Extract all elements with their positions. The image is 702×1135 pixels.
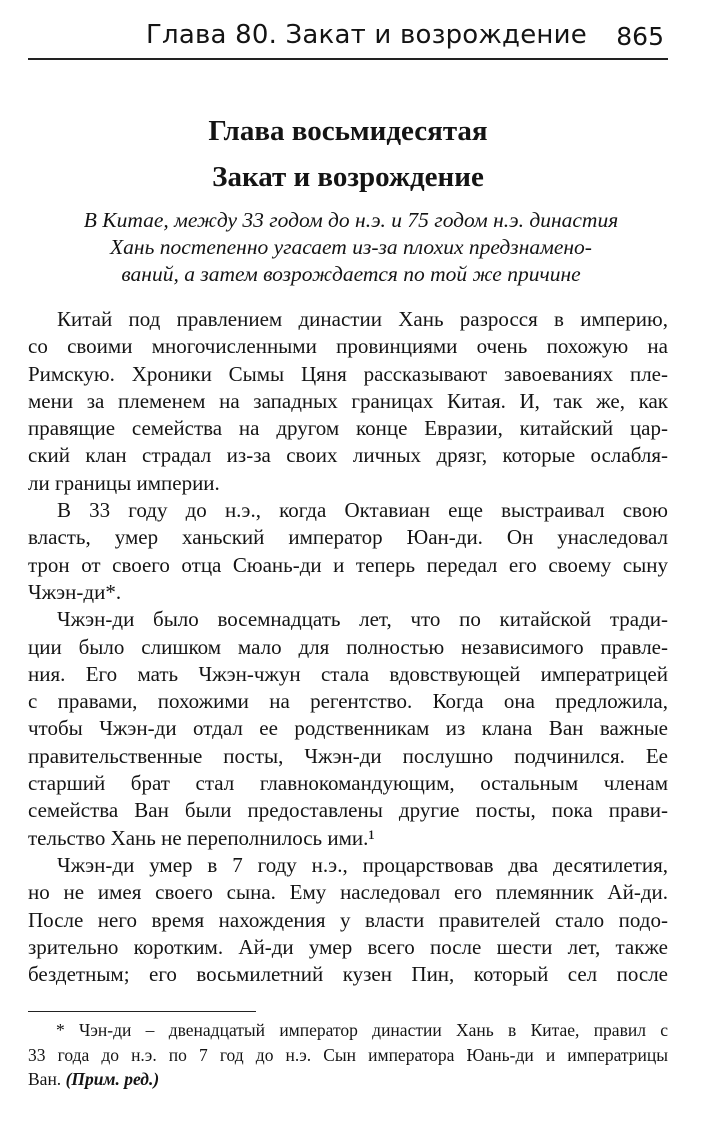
footnote (28, 1018, 668, 1092)
text-line: бездетным; его восьмилетний кузен Пин, который сел после (28, 962, 668, 987)
chapter-heading (28, 108, 668, 200)
footnote-line: * Чэн-ди – двенадцатый император династии Хань в Китае, правил с (56, 1020, 668, 1040)
page-number: 865 (616, 22, 664, 51)
text-line: Чжэн-ди*. (28, 579, 122, 604)
text-line: со своими многочисленными провинциями очень похожую на (28, 334, 668, 359)
epigraph-line: Хань постепенно угасает из-за плохих предзнамено- (110, 235, 592, 259)
text-line: Римскую. Хроники Сымы Цяня рассказывают завоеваниях пле- (28, 361, 668, 386)
text-line: правящие семейства на другом конце Евразии, китайский цар- (28, 416, 668, 441)
text-line: но не имея своего сына. Ему наследовал его племянник Ай-ди. (28, 880, 668, 905)
text-line: зрительно коротким. Ай-ди умер всего после шести лет, также (28, 934, 668, 959)
text-line: ции было слишком мало для полностью независимого правле- (28, 634, 668, 659)
chapter-number: Глава восьмидесятая (208, 115, 488, 147)
editor-note: (Прим. ред.) (65, 1069, 160, 1089)
text-line: Китай под правлением династии Хань разросся в империю, (57, 307, 668, 331)
text-line: трон от своего отца Сюань-ди и теперь передал его своему сыну (28, 552, 668, 577)
text-line: После него время нахождения у власти правителей стало подо- (28, 907, 668, 932)
footnote-separator (28, 1011, 256, 1012)
paragraph (28, 497, 668, 606)
text-line: ский клан страдал из-за своих личных дрязг, которые ослабля- (28, 443, 668, 468)
text-line: власть, умер ханьский император Юан-ди. Он унаследовал (28, 525, 668, 550)
footnote-line (28, 1067, 668, 1092)
running-title: Глава 80. Закат и возрождение (146, 20, 587, 50)
running-header (28, 14, 668, 60)
paragraph (28, 306, 668, 497)
text-line: тельство Хань не переполнилось ими.¹ (28, 825, 375, 850)
text-line: чтобы Чжэн-ди отдал ее родственникам из клана Ван важные (28, 716, 668, 741)
footnote-text: Ван. (28, 1069, 66, 1089)
text-line: Чжэн-ди было восемнадцать лет, что по китайской тради- (57, 607, 668, 632)
text-line: семейства Ван были предоставлены другие посты, пока прави- (28, 798, 668, 823)
text-line: Чжэн-ди умер в 7 году н.э., процарствовав два десятилетия, (57, 852, 668, 877)
paragraph (28, 852, 668, 988)
epigraph-line: ваний, а затем возрождается по той же причине (121, 262, 581, 286)
text-line: с правами, похожими на регентство. Когда она предложила, (28, 689, 668, 714)
chapter-title: Закат и возрождение (212, 161, 484, 193)
text-line: мени за племенем на западных границах Китая. И, так же, как (28, 388, 668, 413)
text-line: старший брат стал главнокомандующим, остальным членам (28, 771, 668, 796)
text-line: правительственные посты, Чжэн-ди послушно подчинился. Ее (28, 743, 668, 768)
text-line: ли границы империи. (28, 470, 220, 495)
epigraph-line: В Китае, между 33 годом до н.э. и 75 годом н.э. династия (83, 208, 619, 232)
text-line: В 33 году до н.э., когда Октавиан еще выстраивал свою (57, 498, 668, 523)
paragraph (28, 606, 668, 852)
footnote-line: 33 года до н.э. по 7 год до н.э. Сын императора Юань-ди и императрицы (28, 1044, 668, 1065)
text-line: ния. Его мать Чжэн-чжун стала вдовствующей императрицей (28, 661, 668, 686)
body-text (28, 306, 668, 988)
chapter-epigraph (60, 207, 642, 288)
